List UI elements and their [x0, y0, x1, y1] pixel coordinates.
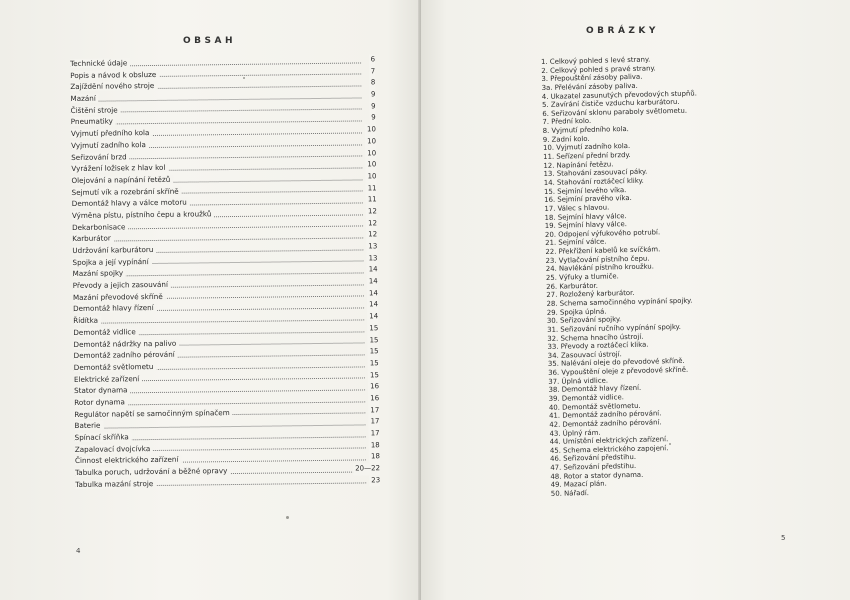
figure-entry: 41. Demontáž zadního pérování. — [549, 409, 662, 421]
figure-entry: 9. Zadní kolo. — [542, 134, 590, 144]
toc-entry-label: Popis a návod k obsluze — [70, 70, 159, 80]
toc-entry-page: 17 — [368, 417, 379, 429]
toc-entry-page: 9 — [369, 89, 376, 101]
toc-entry-page: 16 — [368, 393, 379, 405]
toc-entry-page: 13 — [366, 253, 377, 265]
toc-entry-label: Regulátor napětí se samočinným spínačem — [74, 408, 232, 419]
figure-entry: 32. Schema hnacího ústrojí. — [547, 332, 644, 343]
toc-entry-page: 15 — [368, 358, 379, 370]
toc-entry-label: Vyjmutí předního kola — [71, 128, 153, 138]
toc-entry-page: 9 — [369, 101, 376, 113]
figure-entry: 30. Seřizování spojky. — [546, 315, 622, 326]
figure-entry: 4. Ukazatel zasunutých převodových stupňů. — [541, 89, 698, 101]
toc-entry-label: Tabulka poruch, udržování a běžné opravy — [75, 466, 230, 477]
toc-entry-label: Čištění stroje — [71, 105, 121, 115]
toc-entry-label: Technické údaje — [70, 58, 130, 68]
toc-entry-page: 11 — [366, 183, 377, 195]
toc-entry-page: 13 — [366, 241, 377, 253]
figure-entry: 36. Vypouštění oleje z převodové skříně. — [548, 365, 689, 377]
toc-entry-label: Elektrické zařízení — [74, 374, 142, 384]
figure-entry: 26. Karburátor. — [546, 281, 598, 291]
toc-entry-label: Pneumatiky — [71, 117, 116, 127]
print-speck — [286, 516, 289, 519]
figure-entry: 10. Vyjmutí zadního kola. — [542, 142, 631, 153]
toc-entry-label: Udržování karburátoru — [72, 245, 156, 255]
figure-entry: 29. Spojka úplná. — [546, 307, 607, 317]
figure-list — [541, 54, 706, 498]
toc-entry-page: 14 — [367, 265, 378, 277]
toc-entry-label: Převody a jejich zasouvání — [73, 280, 171, 290]
toc-entry-page: 12 — [366, 230, 377, 242]
toc-entry-label: Tabulka mazání stroje — [75, 479, 156, 489]
figure-entry: 31. Seřizování ručního vypínání spojky. — [547, 322, 682, 334]
toc-entry-page: 14 — [367, 300, 378, 312]
figure-entry: 6. Seřizování sklonu paraboly světlometu. — [542, 106, 688, 118]
toc-entry-page: 15 — [368, 370, 379, 382]
figure-entry: 50. Nářadí. — [550, 489, 590, 498]
toc-entry-page: 10 — [365, 136, 376, 148]
figure-entry: 33. Převody a roztáčecí klika. — [547, 340, 649, 352]
page-title: OBRÁZKY — [586, 26, 659, 36]
figure-entry: 44. Umístění elektrických zařízení. — [549, 435, 669, 447]
toc-entry-label: Demontáž nádržky na palivo — [73, 338, 179, 348]
figure-entry: 40. Demontáž světlometu. — [548, 401, 641, 412]
figure-entry: 49. Mazací plán. — [550, 480, 607, 490]
figure-entry: 28. Schema samočinného vypínání spojky. — [546, 296, 693, 308]
toc-entry-page: 12 — [366, 206, 377, 218]
print-speck — [669, 443, 671, 445]
toc-entry-page: 7 — [369, 66, 376, 78]
toc-entry-page: 14 — [367, 311, 378, 323]
toc-entry-label: Demontáž světlometu — [74, 362, 157, 372]
toc-entry-label: Spojka a její vypínání — [72, 257, 151, 267]
toc-entry-label: Zapalovací dvojcívka — [75, 444, 154, 454]
toc-entry-page: 6 — [369, 54, 376, 66]
toc-entry-page: 8 — [369, 78, 376, 90]
toc-entry-page: 10 — [365, 171, 376, 183]
figure-entry: 27. Rozložený karburátor. — [546, 289, 635, 300]
left-page — [0, 0, 421, 600]
toc-entry-label: Zajíždění nového stroje — [70, 81, 157, 91]
toc-entry-label: Dekarbonisace — [72, 222, 128, 232]
figure-entry: 1. Celkový pohled s levé strany. — [541, 55, 651, 66]
toc-entry-label: Výměna pístu, pístního čepu a kroužků — [72, 209, 215, 220]
toc-entry-page: 10 — [365, 124, 376, 136]
toc-entry-page: 10 — [365, 159, 376, 171]
toc-entry-page: 11 — [366, 195, 377, 207]
toc-entry-label: Olejování a napínání řetězů — [71, 175, 173, 185]
figure-entry: 3a. Přelévání zásoby paliva. — [541, 81, 638, 92]
toc-entry-label: Demontáž hlavy a válce motoru — [72, 198, 190, 208]
figure-entry: 22. Překřížení kabelů ke svíčkám. — [545, 245, 661, 257]
figure-entry: 13. Stahování zasouvací páky. — [543, 167, 648, 179]
figure-entry: 19. Sejmíní hlavy válce. — [544, 220, 627, 231]
toc-entry-page: 14 — [367, 276, 378, 288]
toc-entry — [75, 475, 380, 490]
figure-entry: 15. Sejmíní levého víka. — [543, 185, 627, 196]
toc-entry-page: 18 — [369, 452, 380, 464]
toc-entry-page: 17 — [368, 405, 379, 417]
toc-entry-page: 15 — [368, 346, 379, 358]
figure-entry: 14. Stahování roztáčecí kliky. — [543, 176, 644, 187]
toc-entry-label: Rotor dynama — [74, 397, 128, 407]
figure-entry: 46. Seřizování předstihu. — [550, 453, 637, 464]
toc-entry-label: Spínací skříňka — [75, 432, 132, 442]
figure-entry: 42. Demontáž zadního pérování. — [549, 418, 662, 429]
figure-entry: 5. Zavírání čističe vzduchu karburátoru. — [541, 98, 680, 110]
toc-entry-page: 9 — [369, 113, 376, 125]
figure-entry: 47. Seřizování předstihu. — [550, 462, 637, 473]
figure-entry: 18. Sejmíní hlavy válce. — [544, 211, 627, 222]
figure-entry: 21. Sejmíní válce. — [545, 238, 607, 248]
figure-entry: 38. Demontáž hlavy řízení. — [548, 384, 642, 395]
figure-entry: 39. Demontáž vidlice. — [548, 393, 624, 403]
figure-entry: 45. Schema elektrického zapojení. — [549, 444, 669, 455]
toc-entry-label: Stator dynama — [74, 386, 131, 396]
figure-entry: 17. Válec s hlavou. — [544, 203, 610, 213]
figure-entry: 23. Vytlačování pístního čepu. — [545, 254, 650, 265]
figure-entry: 25. Výfuky a tlumiče. — [545, 272, 619, 282]
figure-entry: 24. Navlékání pístního kroužku. — [545, 262, 655, 274]
toc-entry-page: 16 — [368, 381, 379, 393]
toc-entry-page: 15 — [367, 323, 378, 335]
figure-entry: 43. Úplný rám. — [549, 428, 601, 438]
figure-entry: 7. Přední kolo. — [542, 117, 592, 127]
toc-entry-label: Řídítka — [73, 316, 101, 325]
toc-entry-label: Mazání převodové skříně — [73, 292, 166, 302]
toc-entry-label: Sejmutí vík a rozebrání skříně — [72, 186, 182, 196]
figure-entry: 11. Seřízení přední brzdy. — [543, 151, 631, 162]
page-number: 5 — [781, 534, 786, 542]
page-number: 4 — [76, 547, 81, 555]
toc-entry-label: Demontáž hlavy řízení — [73, 303, 157, 313]
toc-entry-label: Seřizování brzd — [71, 152, 130, 162]
figure-entry: 20. Odpojení výfukového potrubí. — [544, 228, 661, 239]
figure-entry: 12. Napínání řetězu. — [543, 160, 614, 170]
toc-entry-page: 23 — [369, 475, 380, 487]
figure-entry: 2. Celkový pohled s pravé strany. — [541, 64, 656, 75]
toc-entry-label: Mazání spojky — [73, 269, 127, 279]
toc-entry-page: 14 — [367, 288, 378, 300]
toc-entry-page: 12 — [366, 218, 377, 230]
toc-entry-page: 15 — [367, 335, 378, 347]
figure-entry: 3. Přepouštění zásoby paliva. — [541, 72, 643, 84]
figure-entry: 37. Úplná vidlice. — [548, 376, 609, 386]
toc-entry-label: Vyjmutí zadního kola — [71, 140, 149, 150]
toc-entry-label: Činnost elektrického zařízení — [75, 455, 182, 465]
toc-entry-page: 17 — [369, 428, 380, 440]
right-page — [421, 0, 850, 600]
toc-entry-label: Karburátor — [72, 234, 114, 244]
table-of-contents — [70, 54, 380, 490]
toc-entry-label: Demontáž vidlice — [73, 327, 138, 337]
toc-entry-label: Mazání — [70, 94, 98, 103]
page-title: OBSAH — [183, 36, 236, 46]
figure-entry: 35. Nalévání oleje do převodové skříně. — [547, 357, 685, 369]
toc-entry-label: Vyrážení ložisek z hlav kol — [71, 163, 168, 173]
figure-entry: 16. Sejmíní pravého víka. — [544, 194, 632, 205]
print-speck — [243, 77, 245, 79]
figure-entry: 8. Vyjmutí předního kola. — [542, 125, 629, 136]
toc-entry-page: 10 — [365, 148, 376, 160]
toc-entry-label: Demontáž zadního pérování — [74, 350, 178, 360]
toc-entry-label: Baterie — [74, 421, 103, 430]
figure-entry: 48. Rotor a stator dynama. — [550, 470, 644, 481]
figure-entry: 34. Zasouvací ústrojí. — [547, 350, 622, 360]
toc-entry-page: 20—22 — [353, 463, 380, 475]
toc-entry-page: 18 — [369, 440, 380, 452]
